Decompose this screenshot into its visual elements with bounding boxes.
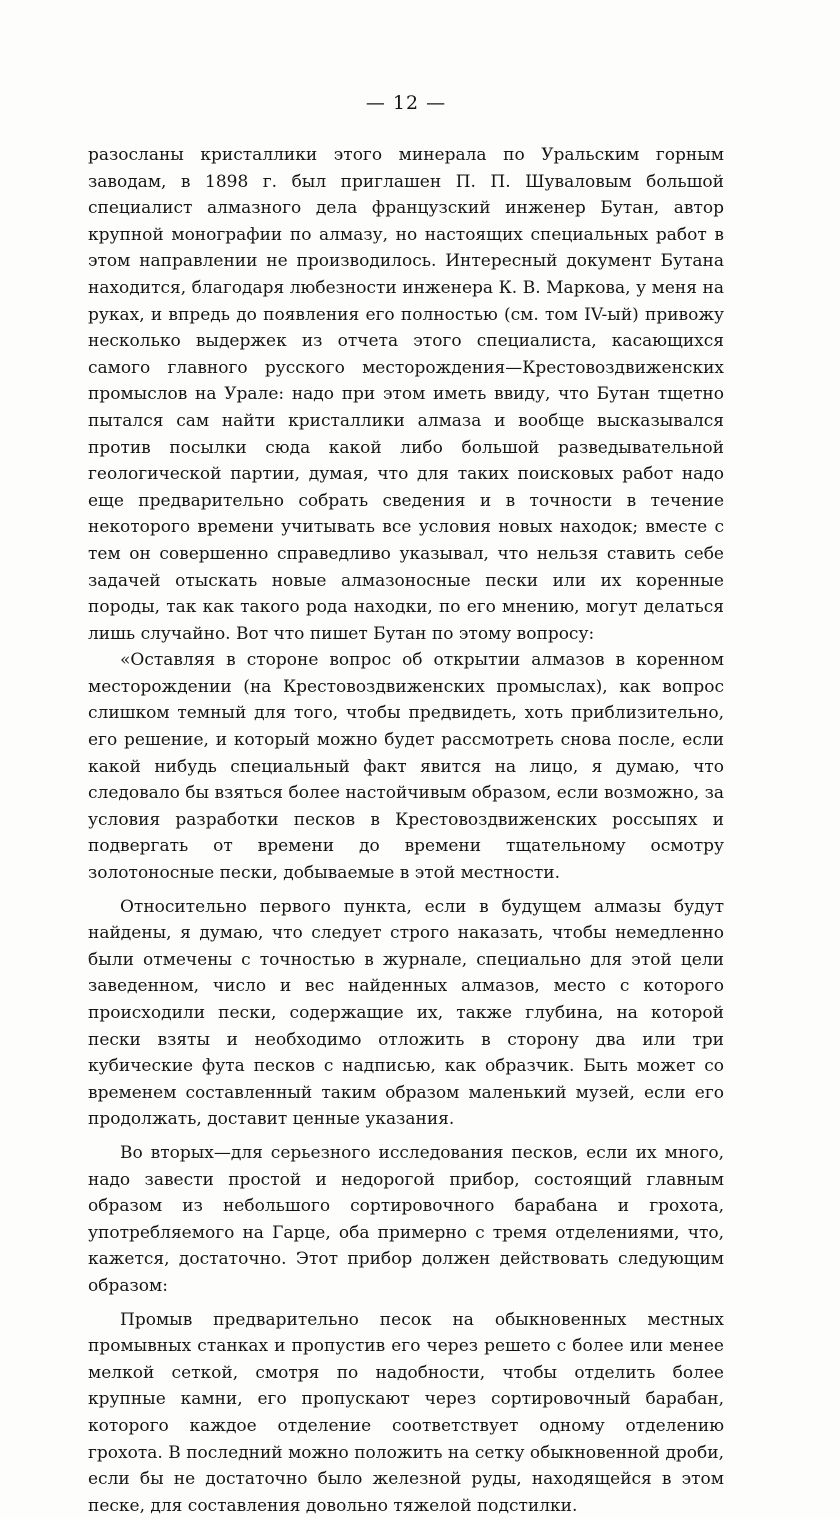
paragraph-1: разосланы кристаллики этого минерала по Уральским горным заводам, в 1898 г. был приглашен П. П. Шуваловым большой специалист алмазного дела французский инженер Бутан, автор крупной монографии по алмазу, но настоящих специальных работ в этом направлении не производилось. Интересный документ Бутана находится, благодаря любезности инженера К. В. Маркова, у меня на руках, и впредь до появления его полностью (см. том IV-ый) привожу несколько выдержек из отчета этого специалиста, касающихся самого главного русского месторождения—Крестовоздвиженских промыслов на Урале: надо при этом иметь ввиду, что Бутан тщетно пытался сам найти кристаллики алмаза и вообще высказывался против посылки сюда какой либо большой разведывательной геологической партии, думая, что для таких поисковых работ надо еще предварительно собрать сведения и в точности в течение некоторого времени учитывать все условия новых находок; вместе с тем он совершенно справедливо указывал, что нельзя ставить себе задачей отыскать новые алмазоносные пески или их коренные породы, так как такого рода находки, по его мнению, могут делаться лишь случайно. Вот что пишет Бутан по этому вопросу:: [88, 145, 724, 644]
paragraph-4: Во вторых—для серьезного исследования песков, если их много, надо завести простой и недорогой прибор, состоящий главным образом из небольшого сортировочного барабана и грохота, употребляемого на Гарце, оба примерно с тремя отделениями, что, кажется, достаточно. Этот прибор должен действовать следующим образом:: [88, 1142, 724, 1296]
paragraph-3: Относительно первого пункта, если в будущем алмазы будут найдены, я думаю, что следует строго наказать, чтобы немедленно были отмечены с точностью в журнале, специально для этой цели заведенном, число и вес найденных алмазов, место с которого происходили пески, содержащие их, также глубина, на которой пески взяты и необходимо отложить в сторону два или три кубические фута песков с надписью, как образчик. Быть может со временем составленный таким образом маленький музей, если его продолжать, доставит ценные указания.: [88, 896, 724, 1130]
paragraph-2: «Оставляя в стороне вопрос об открытии алмазов в коренном месторождении (на Крестовоздвиженских промыслах), как вопрос слишком темный для того, чтобы предвидеть, хоть приблизительно, его решение, и который можно будет рассмотреть снова после, если какой нибудь специальный факт явится на лицо, я думаю, что следовало бы взяться более настойчивым образом, если возможно, за условия разработки песков в Крестовоздвиженских россыпях и подвергать от времени до времени тщательному осмотру золотоносные пески, добываемые в этой местности.: [88, 650, 724, 884]
page-number: — 12 —: [365, 92, 447, 114]
paragraph-5: Промыв предварительно песок на обыкновенных местных промывных станках и пропустив его через решето с более или менее мелкой сеткой, смотря по надобности, чтобы отделить более крупные камни, его пропускают через сортировочный барабан, которого каждое отделение соответствует одному отделению грохота. В последний можно положить на сетку обыкновенной дроби, если бы не достаточно было железной руды, находящейся в этом песке, для составления довольно тяжелой подстилки.: [88, 1309, 724, 1516]
